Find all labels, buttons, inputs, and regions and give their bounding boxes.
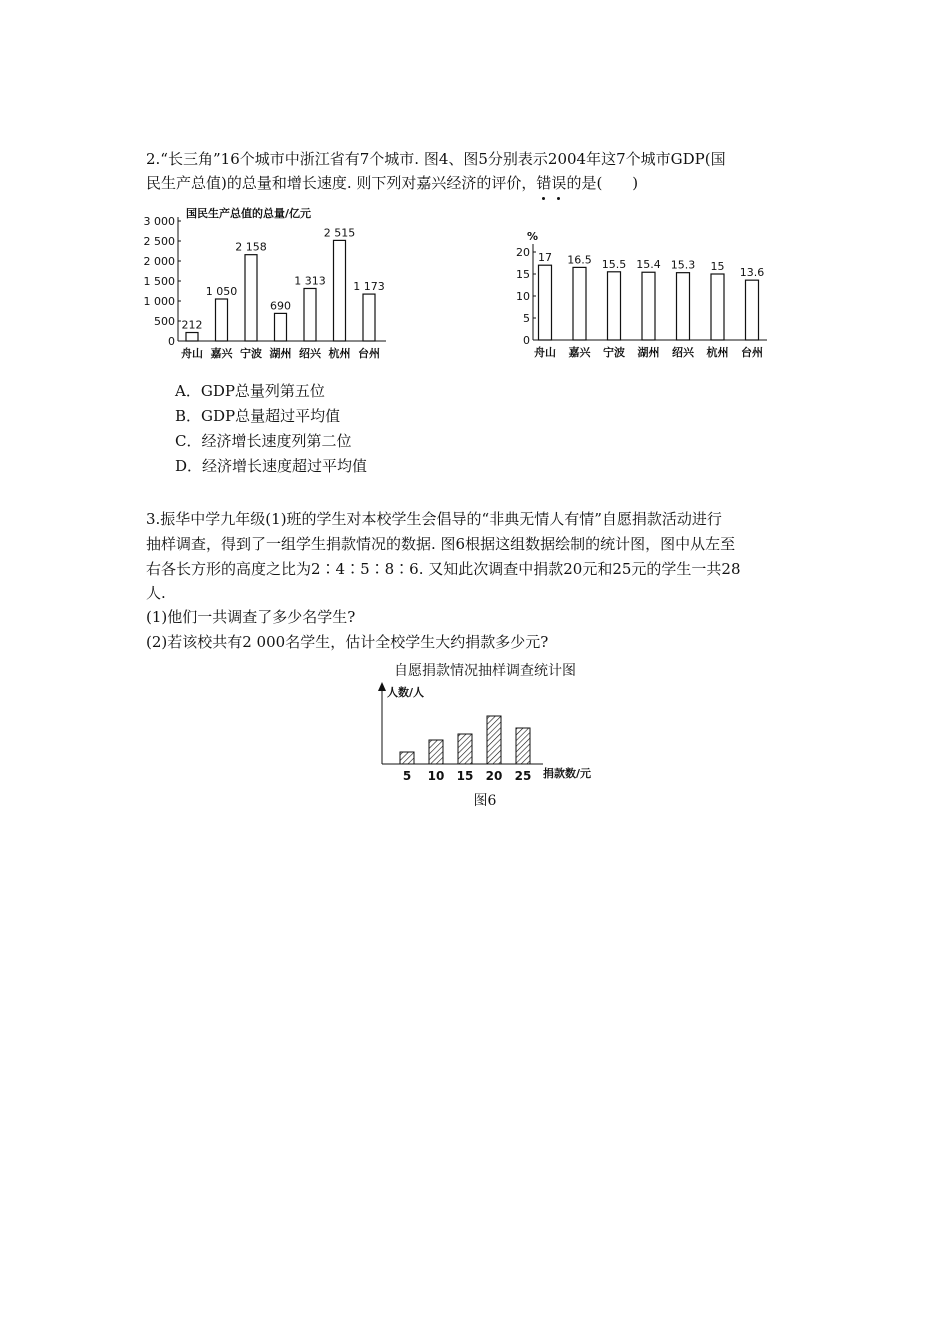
q2-text-line2-before: 民生产总值)的总量和增长速度. 则下列对嘉兴经济的评价， [146,174,537,192]
bar-value-label: 2 515 [323,226,356,240]
category-label: 台州 [358,347,380,360]
category-label: 15 [456,769,474,783]
y-tick-label: 1 000 [143,295,175,308]
bar [400,752,414,764]
q3-sub-question-1: (1)他们一共调查了多少名学生? [146,608,356,626]
category-label: 10 [427,769,445,783]
q2-text-line2-after: 的是( ) [566,174,639,192]
bar [487,716,501,764]
chart3-y-label: 人数/人 [387,686,425,699]
bar [245,255,257,341]
bar [677,273,690,340]
bar-value-label: 2 158 [235,240,267,254]
bar-value-label: 212 [181,318,203,332]
option-d: D．经济增长速度超过平均值 [175,457,368,475]
category-label: 25 [514,769,532,783]
chart3-title: 自愿捐款情况抽样调查统计图 [394,663,576,679]
emphasis-char-1: 错 [536,174,552,192]
category-label: 绍兴 [672,346,694,359]
option-b: B．GDP总量超过平均值 [175,407,341,425]
y-tick-label: 10 [516,290,530,303]
chart3-x-label: 捐款数/元 [543,767,592,780]
bar [216,299,228,341]
q3-text-line3: 右各长方形的高度之比为2∶4∶5∶8∶6. 又知此次调查中捐款20元和25元的学生一共28 [146,560,741,578]
chart1-y-ticks [144,215,182,348]
bar [711,274,724,340]
category-label: 宁波 [603,346,625,359]
donation-survey-chart [365,682,605,792]
q3-text-line4: 人. [146,584,166,602]
option-c: C．经济增长速度列第二位 [175,432,352,450]
bar-value-label: 15 [710,260,725,273]
y-tick-label: 5 [523,312,530,325]
bar [275,313,287,341]
bar-value-label: 1 173 [353,280,385,294]
category-label: 嘉兴 [210,347,233,360]
y-tick-label: 2 000 [143,255,175,268]
y-tick-label: 500 [154,315,175,328]
q2-text-line2 [146,172,638,194]
bar [516,728,530,764]
bar [746,280,759,340]
category-label: 舟山 [181,347,203,360]
bar [186,333,198,341]
q2-text-line1: 2.“长三角”16个城市中浙江省有7个城市. 图4、图5分别表示2004年这7个城市GDP(国 [146,150,726,168]
y-tick-label: 3 000 [143,215,175,228]
bar-value-label: 16.5 [567,253,592,267]
bar [429,740,443,764]
category-label: 20 [485,769,503,783]
chart2-bars [539,265,759,340]
y-tick-label: 2 500 [143,235,175,248]
bar-value-label: 17 [538,251,552,265]
category-label: 5 [402,769,412,783]
chart3-bars [400,716,530,764]
chart3-caption: 图6 [473,793,497,809]
bar [573,267,586,340]
y-tick-label: 20 [516,246,530,259]
gdp-total-chart [140,205,400,365]
bar-value-label: 15.5 [601,257,627,271]
bar [458,734,472,764]
category-label: 杭州 [706,346,729,359]
category-label: 湖州 [637,346,660,359]
chart2-category-labels [534,345,763,359]
bar [304,288,316,341]
chart1-category-labels [181,346,380,360]
bar [539,265,552,340]
category-label: 台州 [741,346,763,359]
category-label: 舟山 [534,346,556,359]
bar-value-label: 1 313 [294,274,326,288]
bar-value-label: 1 050 [205,285,238,298]
bar [642,272,655,340]
bar-value-label: 15.3 [670,258,696,272]
option-a: A．GDP总量列第五位 [175,382,325,400]
category-label: 杭州 [328,347,351,360]
gdp-growth-chart [505,228,765,368]
y-tick-label: 0 [168,335,175,348]
bar [334,240,346,341]
category-label: 宁波 [240,347,262,360]
category-label: 绍兴 [299,347,321,360]
q3-sub-question-2: (2)若该校共有2 000名学生，估计全校学生大约捐款多少元? [146,633,549,651]
q3-text-line2: 抽样调查，得到了一组学生捐款情况的数据. 图6根据这组数据绘制的统计图，图中从左至 [146,535,736,553]
q3-text-line1: 3.振华中学九年级(1)班的学生对本校学生会倡导的“非典无情人有情”自愿捐款活动进行 [146,510,722,528]
bar-value-label: 13.6 [739,266,765,280]
y-tick-label: 0 [523,334,530,347]
category-label: 湖州 [269,347,292,360]
y-tick-label: 1 500 [143,275,175,288]
chart3-category-labels [403,769,532,783]
chart1-title: 国民生产总值的总量/亿元 [186,207,312,220]
emphasis-char-2: 误 [551,174,567,192]
bar-value-label: 690 [270,299,291,313]
category-label: 嘉兴 [568,346,591,359]
bar-value-label: 15.4 [636,258,661,272]
bar [363,294,375,341]
y-tick-label: 15 [516,268,530,281]
chart2-y-unit: % [527,230,539,243]
bar [608,272,621,340]
